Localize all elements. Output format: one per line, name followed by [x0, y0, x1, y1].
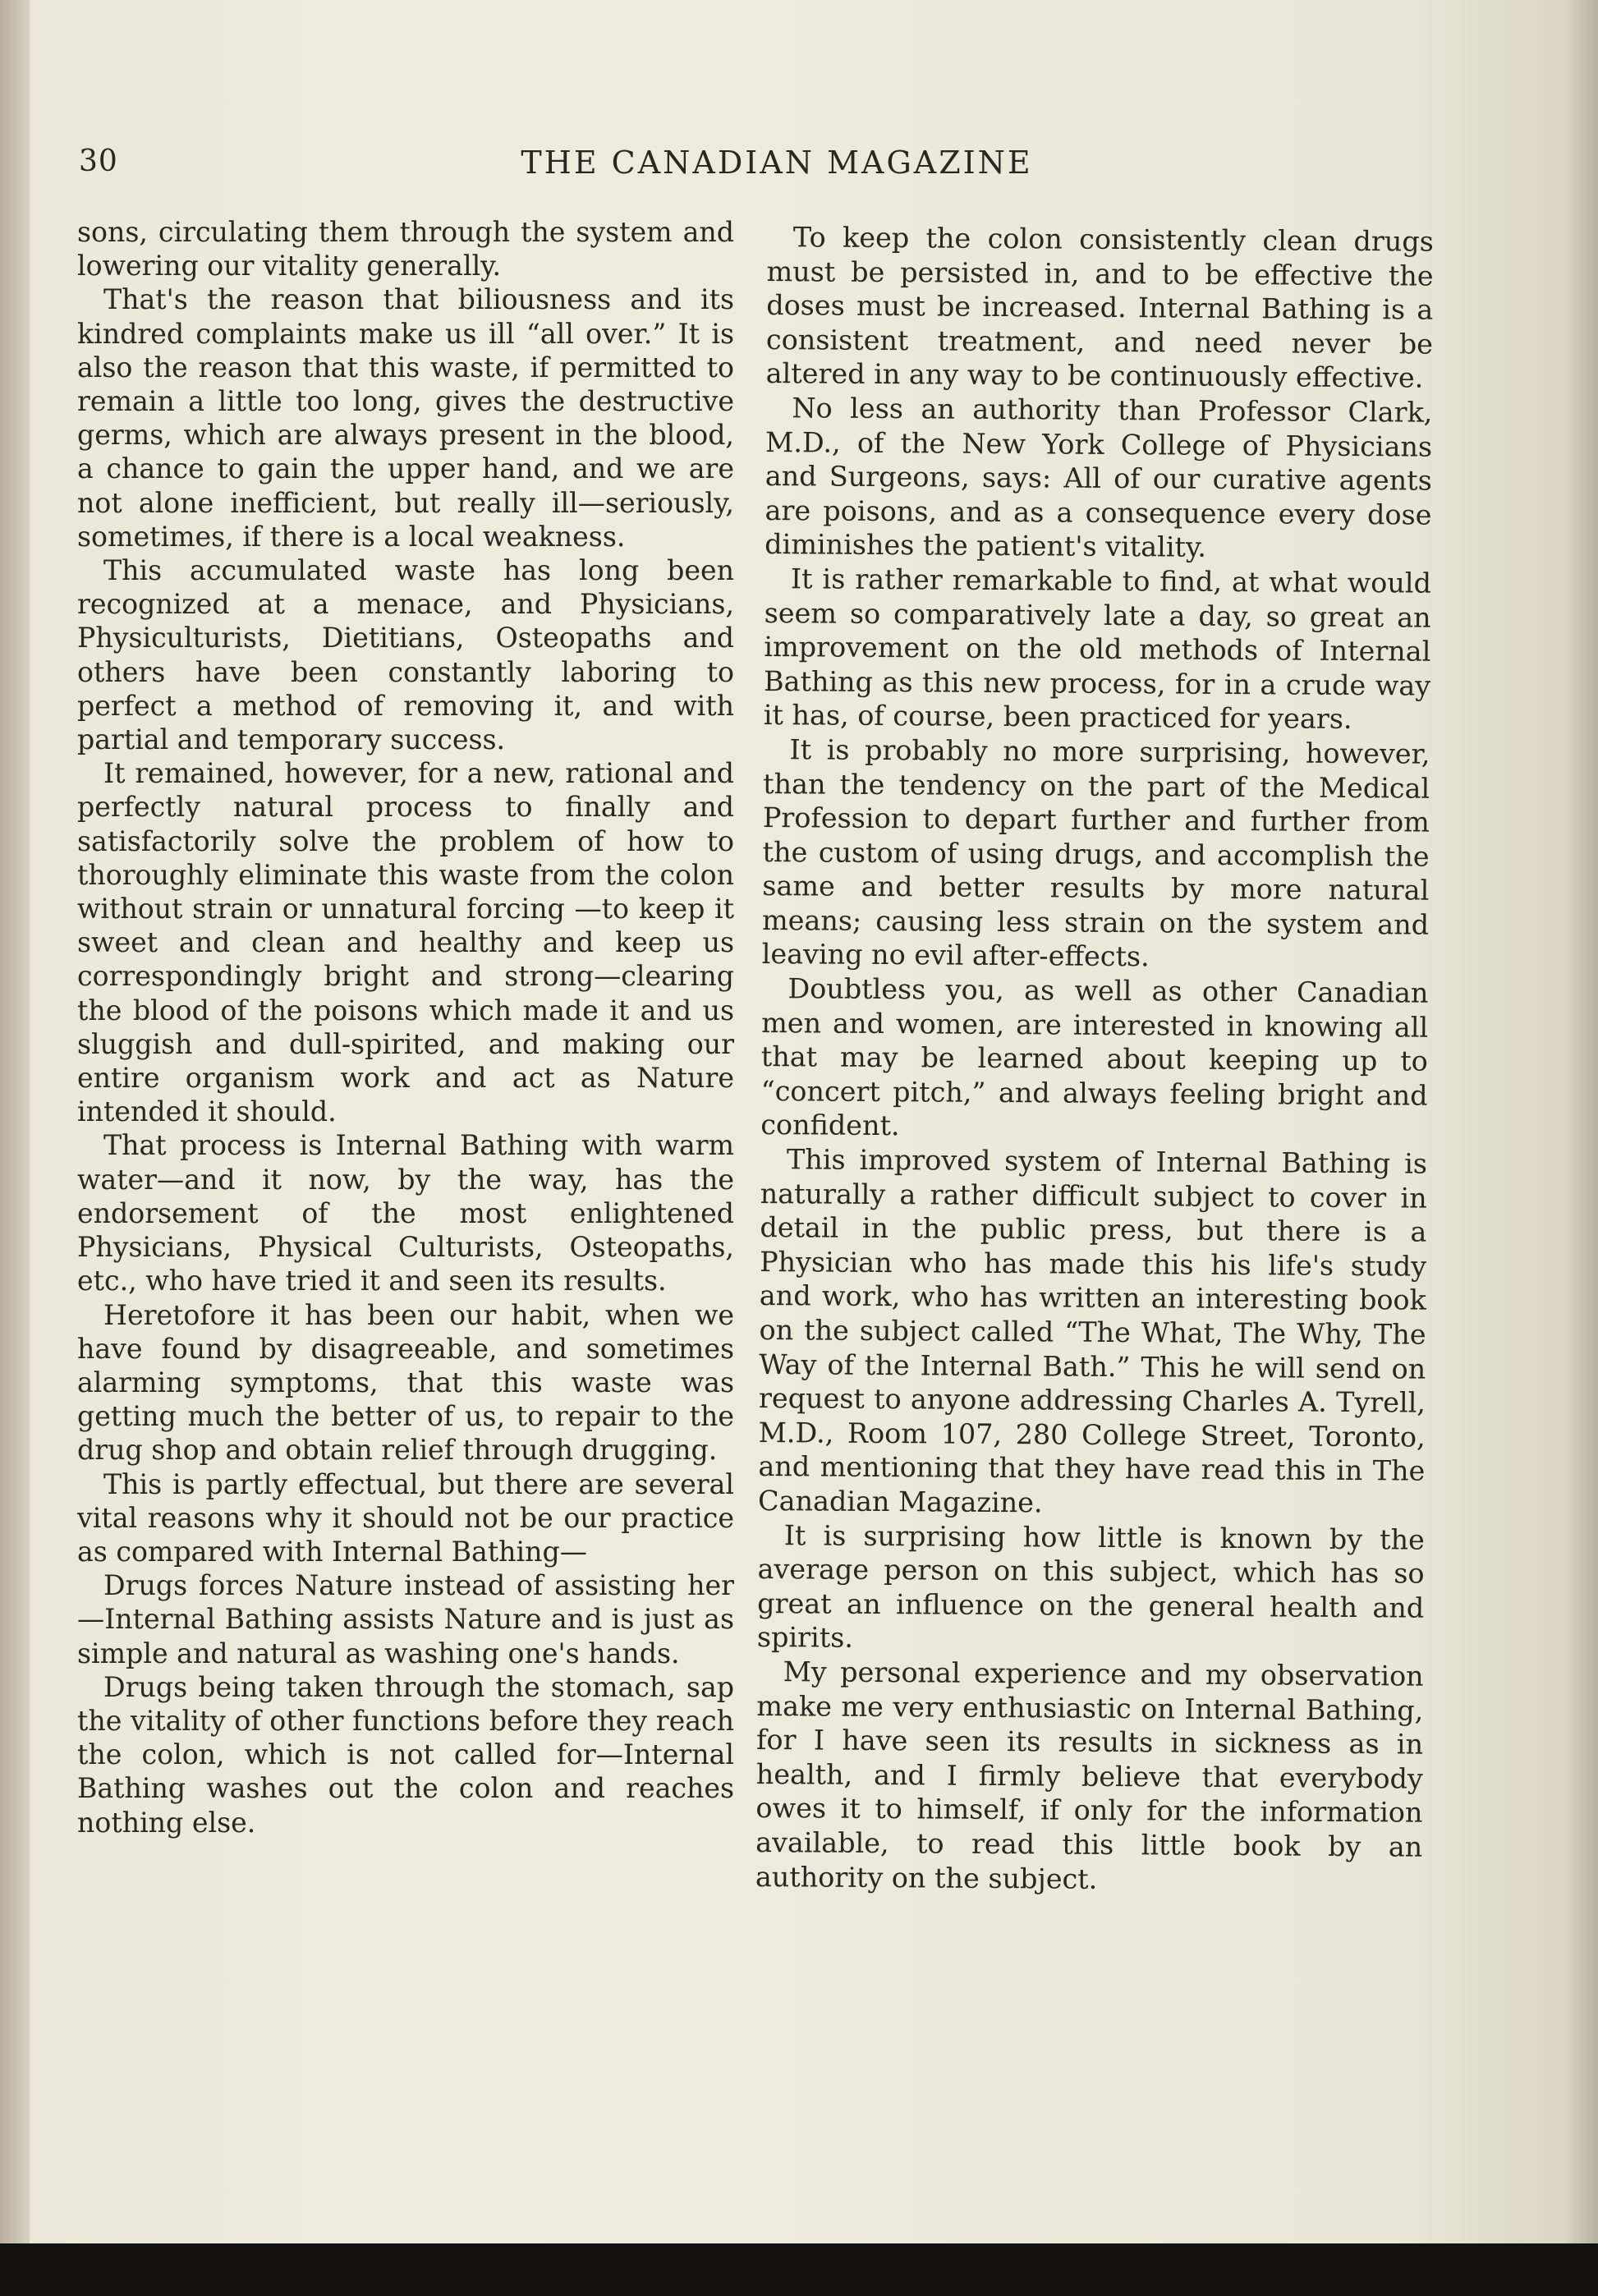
- paragraph: It is surprising how little is known by the average person on this subject, which has so great an influence on the general health and spirits.: [756, 1518, 1425, 1655]
- page-binding-edge: [0, 0, 30, 2296]
- paragraph: Drugs forces Nature instead of assisting her—Internal Bathing assists Nature and is just as simple and natural as washing one's hands.: [77, 1569, 734, 1669]
- paragraph: Drugs being taken through the stomach, sap the vitality of other functions before they reach the colon, which is not called for—Internal Bathing washes out the colon and reaches nothing else.: [77, 1670, 734, 1839]
- paragraph: It remained, however, for a new, rational and perfectly natural process to finally and satisfactorily solve the problem of how to thoroughly eliminate this waste from the colon without strain or unnatural forcing —to keep it sweet and clean and healthy and keep us correspondingly bright and strong—clearing the blood of the poisons which made it and us sluggish and dull-spirited, and making our entire organism work and act as Nature intended it should.: [77, 757, 734, 1128]
- paragraph: That's the reason that biliousness and its kindred complaints make us ill “all over.” It is also the reason that this waste, if permitted to remain a little too long, gives the destructive germs, which are always present in the blood, a chance to gain the upper hand, and we are not alone inefficient, but really ill—seriously, sometimes, if there is a local weakness.: [77, 283, 734, 553]
- right-column: [755, 220, 1434, 1899]
- scan-bottom-edge: [0, 2243, 1598, 2296]
- paragraph: It is rather remarkable to find, at what would seem so comparatively late a day, so great an improvement on the old methods of Internal Bathing as this new process, for in a crude way it has, of course, been practiced for years.: [763, 563, 1432, 736]
- paragraph: No less an authority than Professor Clark, M.D., of the New York College of Physicians and Surgeons, says: All of our curative agents are poisons, and as a consequence every dose diminishes the patient's vitality.: [765, 392, 1433, 564]
- paragraph: That process is Internal Bathing with warm water—and it now, by the way, has the endorsement of the most enlightened Physicians, Physical Culturists, Osteopaths, etc., who have tried it and seen its results.: [77, 1129, 734, 1297]
- page-header: [79, 145, 1475, 194]
- paragraph: This accumulated waste has long been recognized at a menace, and Physicians, Physiculturists, Dietitians, Osteopaths and others have been constantly laboring to perfect a method of removing it, and with partial and temporary success.: [77, 554, 734, 756]
- left-column: [77, 215, 734, 1839]
- running-head: THE CANADIAN MAGAZINE: [521, 145, 1033, 181]
- paragraph: This improved system of Internal Bathing is naturally a rather difficult subject to cover in detail in the public press, but there is a Physician who has made this his life's study and work, who has written an interesting book on the subject called “The What, The Why, The Way of the Internal Bath.” This he will send on request to anyone addressing Charles A. Tyrell, M.D., Room 107, 280 College Street, Toronto, and mentioning that they have read this in The Canadian Magazine.: [757, 1143, 1428, 1519]
- page-number: 30: [79, 145, 118, 178]
- paragraph: sons, circulating them through the system and lowering our vitality generally.: [77, 216, 734, 282]
- paragraph: My personal experience and my observation make me very enthusiastic on Internal Bathing, for I have seen its results in sickness as in health, and I firmly believe that everybody owes it to himself, if only for the information available, to read this little book by an authority on the subject.: [755, 1655, 1424, 1895]
- paragraph: Doubtless you, as well as other Canadian men and women, are interested in knowing all that may be learned about keeping up to “concert pitch,” and always feeling bright and confident.: [760, 972, 1429, 1142]
- paragraph: Heretofore it has been our habit, when we have found by disagreeable, and sometimes alarming symptoms, that this waste was getting much the better of us, to repair to the drug shop and obtain relief through drugging.: [77, 1298, 734, 1467]
- paragraph: This is partly effectual, but there are several vital reasons why it should not be our practice as compared with Internal Bathing—: [77, 1467, 734, 1568]
- paragraph: It is probably no more surprising, however, than the tendency on the part of the Medical Profession to depart further and further from the custom of using drugs, and accomplish the same and better results by more natural means; causing less strain on the system and leaving no evil after-effects.: [761, 733, 1430, 973]
- page-edge-shadow: [1565, 0, 1598, 2296]
- paragraph: To keep the colon consistently clean drugs must be persisted in, and to be effective the doses must be increased. Internal Bathing is a consistent treatment, and need never be altered in any way to be continuously effective.: [765, 221, 1434, 394]
